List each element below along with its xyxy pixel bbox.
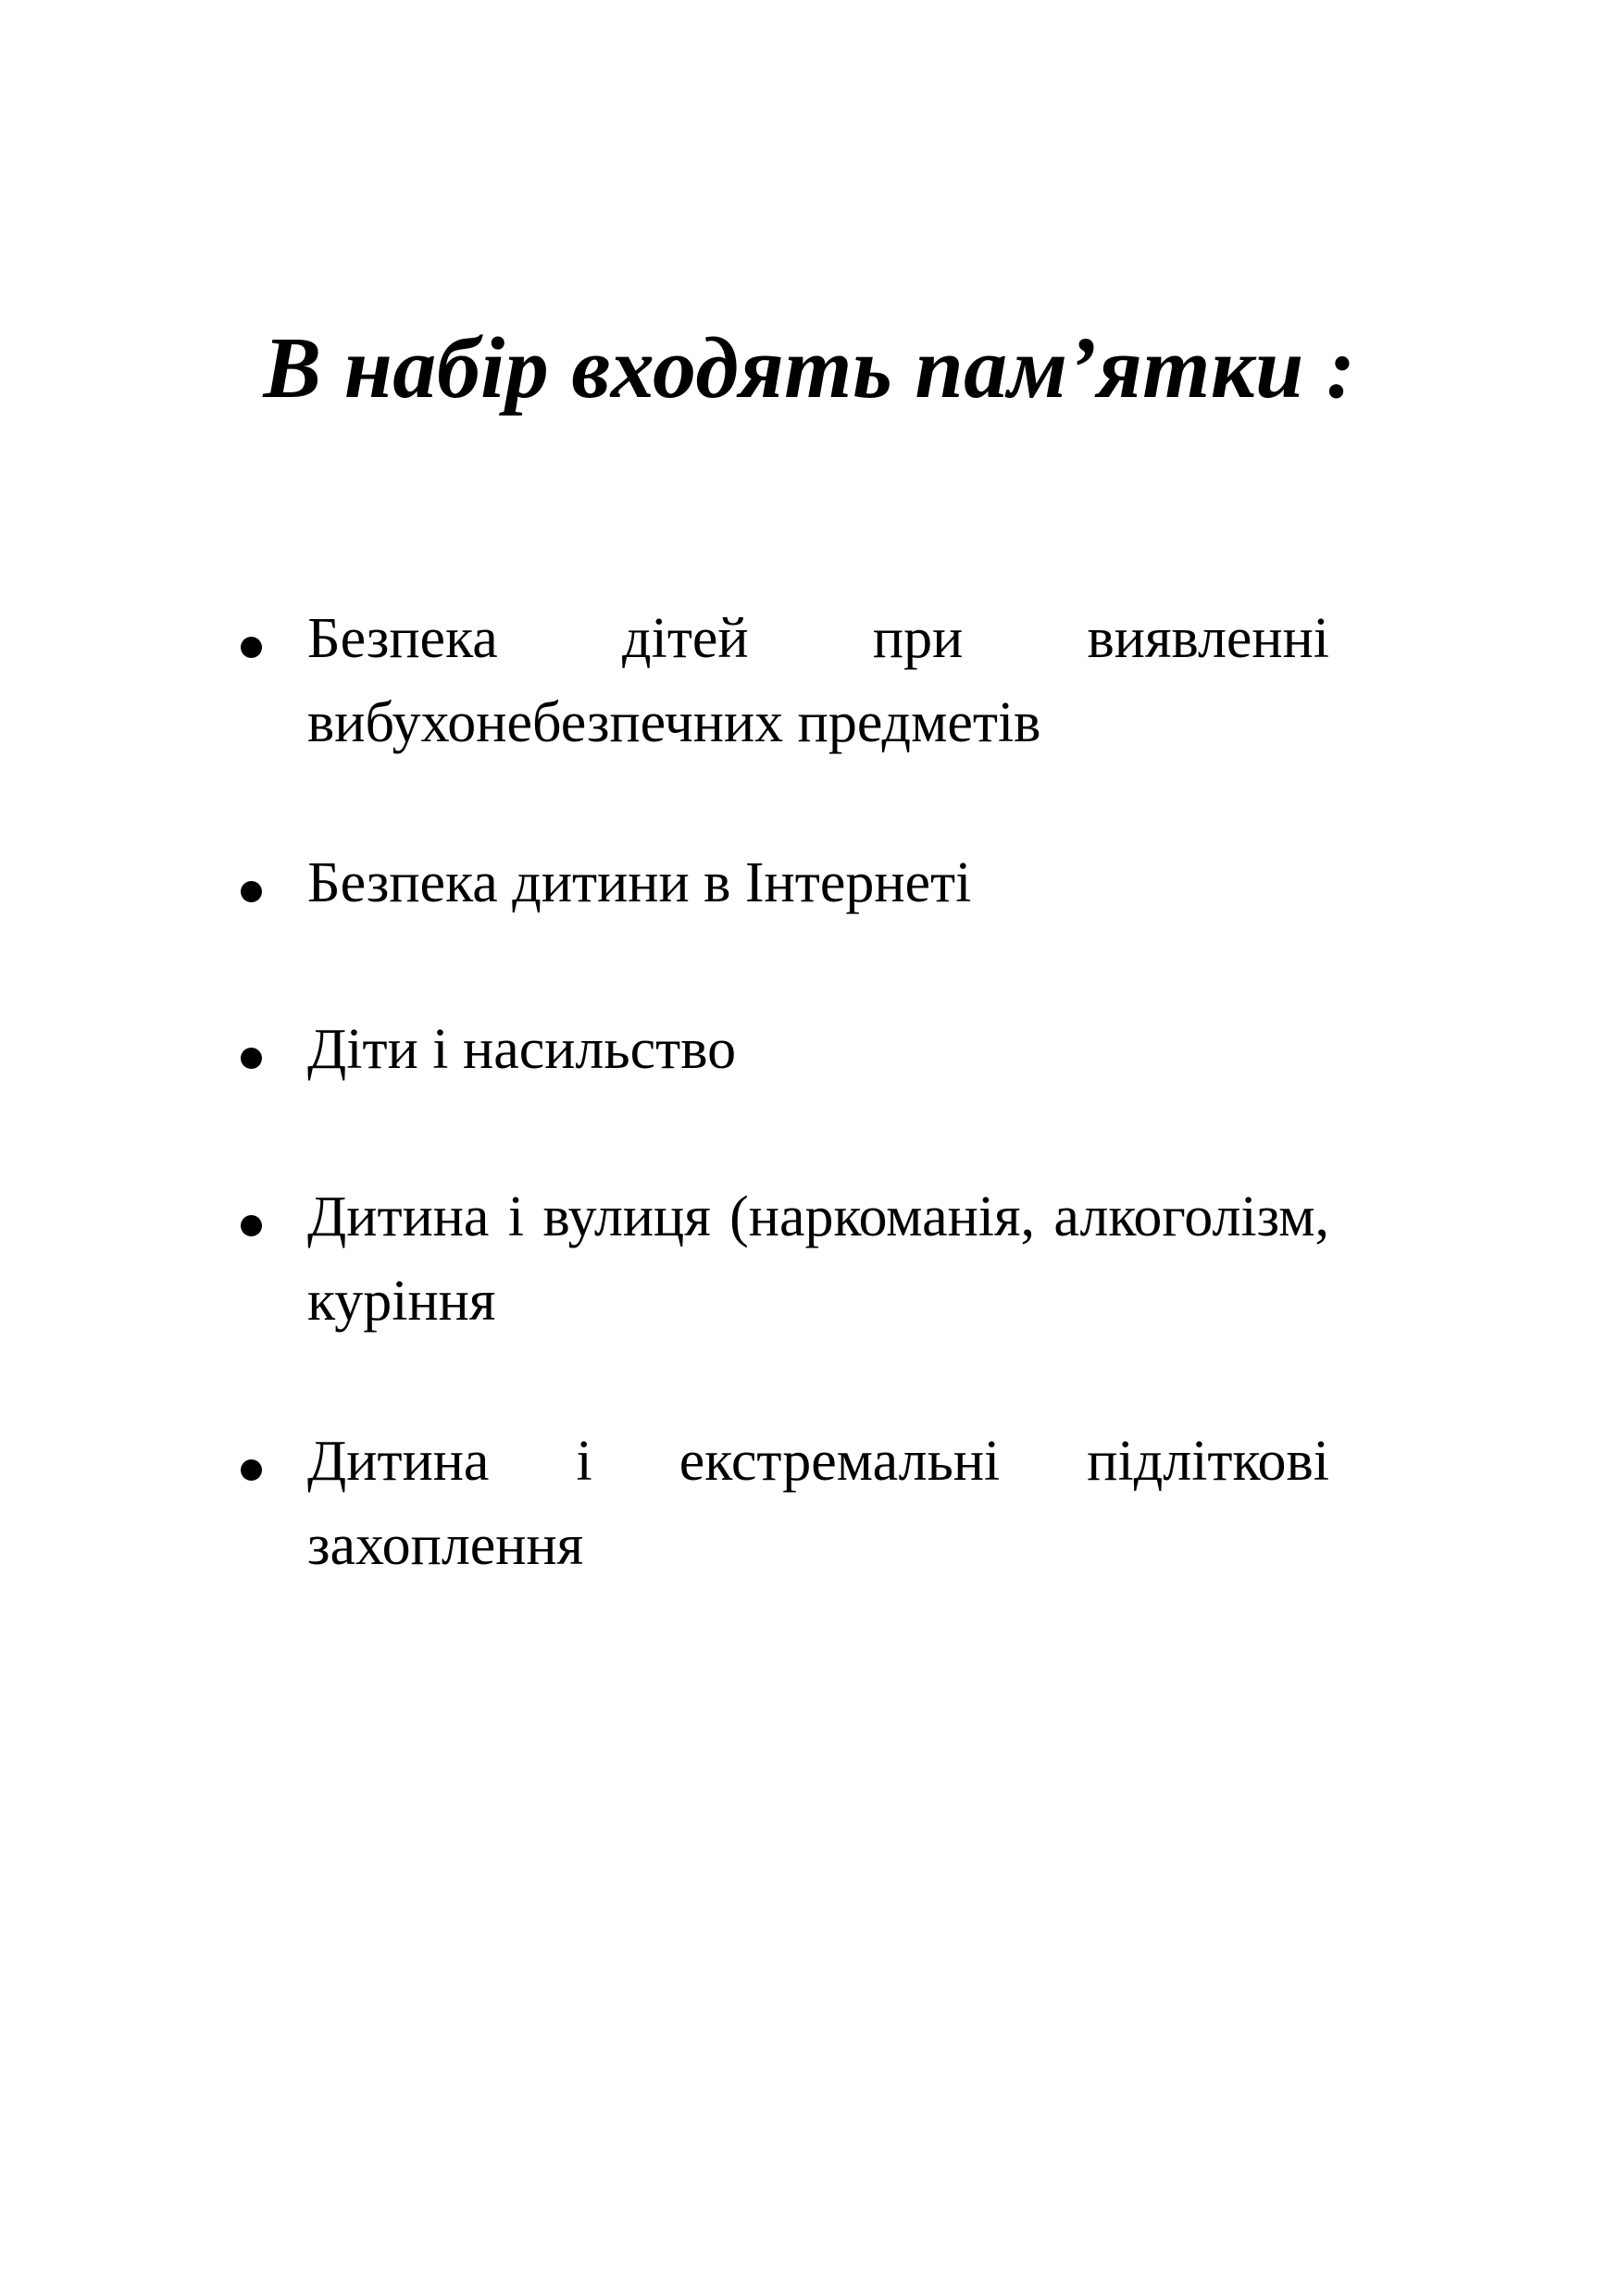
bullet-icon bbox=[241, 1459, 262, 1481]
bullet-icon bbox=[241, 1048, 262, 1069]
list-item-text: Дитина і екстремальні підліткові захоплення bbox=[307, 1430, 1329, 1577]
bullet-icon bbox=[241, 1215, 262, 1236]
bullet-icon bbox=[241, 881, 262, 902]
list-item-text: Дитина і вулиця (наркоманія, алкоголізм, куріння bbox=[307, 1185, 1329, 1333]
bullet-icon bbox=[241, 637, 262, 658]
list-item-text: Безпека дітей при виявленні вибухонебезпечних предметів bbox=[307, 607, 1329, 754]
page-title: В набір входять пам’ятки : bbox=[263, 320, 1356, 416]
list-item-text: Безпека дитини в Інтернеті bbox=[307, 851, 972, 914]
list-item-text: Діти і насильство bbox=[307, 1018, 737, 1081]
